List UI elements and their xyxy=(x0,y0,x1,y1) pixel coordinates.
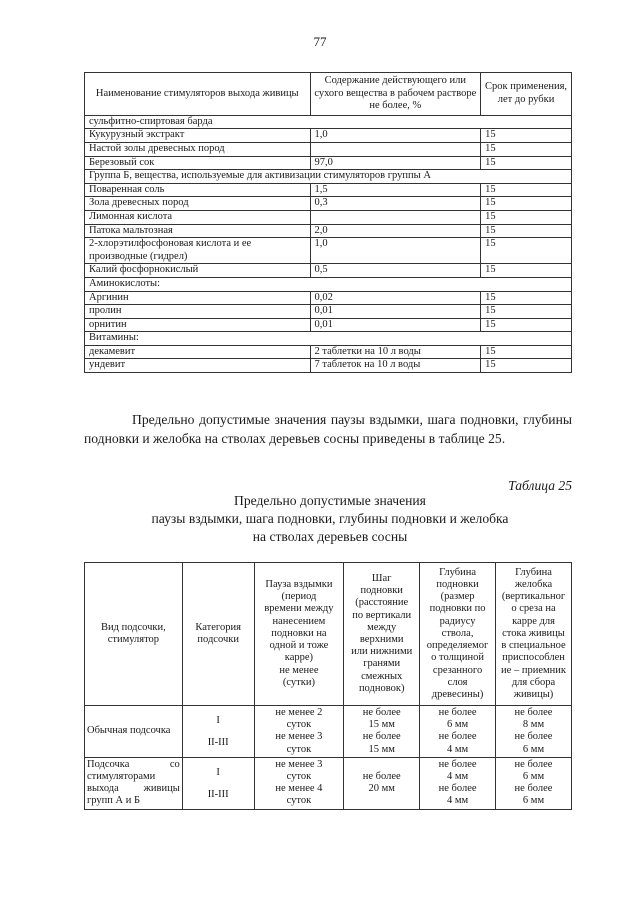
t1-body xyxy=(85,115,572,372)
cell-line: суток xyxy=(286,795,312,807)
t1-row xyxy=(85,318,572,332)
t1-row xyxy=(85,291,572,305)
t2-body xyxy=(85,706,572,810)
header-line: Шаг xyxy=(371,572,392,584)
header-line: или нижними xyxy=(351,646,413,658)
t2-step-cell xyxy=(344,757,420,809)
header-line: стока живицы xyxy=(502,627,565,639)
t1-name-cell: Поваренная соль xyxy=(85,183,311,197)
header-line: по вертикали xyxy=(352,609,412,621)
cell-line: не более xyxy=(438,707,477,718)
page-number: 77 xyxy=(313,34,327,49)
header-line: между xyxy=(367,621,397,633)
header-line: желобка xyxy=(514,579,553,591)
t1-row xyxy=(85,332,572,346)
cell-line: 6 мм xyxy=(522,795,545,807)
cell-line: не менее 4 xyxy=(275,783,323,795)
header-line: (период xyxy=(281,591,317,603)
cell-line: не менее 3 xyxy=(275,731,323,743)
category-value: II-III xyxy=(207,789,229,801)
t2-category-cell xyxy=(182,757,254,809)
t1-row xyxy=(85,277,572,291)
header-line: подновок) xyxy=(358,682,405,694)
cell-line: 6 мм xyxy=(522,743,545,755)
header-line: ствола, xyxy=(441,627,474,639)
t2-header-row xyxy=(85,563,572,706)
t1-term-cell: 15 xyxy=(481,318,572,332)
t1-name-cell: Лимонная кислота xyxy=(85,210,311,224)
cell-line: 15 мм xyxy=(368,719,395,731)
t1-row xyxy=(85,170,572,184)
cell-line: 6 мм xyxy=(446,719,469,731)
t1-row xyxy=(85,238,572,264)
t1-term-cell: 15 xyxy=(481,264,572,278)
t1-row xyxy=(85,345,572,359)
header-line: одной и тоже xyxy=(269,640,329,652)
t1-value-cell: 0,01 xyxy=(310,318,481,332)
cell-line: 15 мм xyxy=(368,743,395,755)
header-line: Пауза вздымки xyxy=(265,579,333,591)
t2-depth-cell xyxy=(420,757,496,809)
t2-type-cell xyxy=(85,757,183,809)
title-line: паузы вздымки, шага подновки, глубины подновки и желобка xyxy=(151,511,509,526)
header-line: в специальное xyxy=(501,640,566,652)
t2-step-cell xyxy=(344,706,420,758)
t1-row xyxy=(85,183,572,197)
t1-row xyxy=(85,197,572,211)
paragraph: Предельно допустимые значения паузы вздымки, шага подновки, глубины подновки и желобка на стволах деревьев сосны приведены в таблице 25. xyxy=(84,412,572,446)
t1-name-cell: Настой золы древесных пород xyxy=(85,142,311,156)
cell-line: не более xyxy=(514,707,553,718)
header-line: верхними xyxy=(359,634,404,645)
t1-row xyxy=(85,359,572,373)
header-line: карре для xyxy=(512,615,555,627)
t1-row xyxy=(85,210,572,224)
header-line: смежных xyxy=(361,670,403,682)
t1-name-cell: Зола древесных пород xyxy=(85,197,311,211)
t1-value-cell: 0,02 xyxy=(310,291,481,305)
t1-row xyxy=(85,264,572,278)
t1-name-cell: Патока мальтозная xyxy=(85,224,311,238)
t1-value-cell: 0,5 xyxy=(310,264,481,278)
t1-row xyxy=(85,142,572,156)
t1-term-cell: 15 xyxy=(481,197,572,211)
cell-line: не более xyxy=(438,731,477,743)
t2-header-groove xyxy=(496,563,572,706)
header-line: не менее xyxy=(279,664,319,676)
category-value: I xyxy=(216,767,220,779)
header-line: (расстояние xyxy=(355,597,409,609)
t1-value-cell: 2,0 xyxy=(310,224,481,238)
t1-header-term: Срок применения, лет до рубки xyxy=(481,73,572,116)
header-line: (сутки) xyxy=(282,676,315,688)
t1-value-cell: 7 таблеток на 10 л воды xyxy=(310,359,481,373)
cell-line: 4 мм xyxy=(446,743,469,755)
t1-row xyxy=(85,305,572,319)
t1-value-cell: 97,0 xyxy=(310,156,481,170)
t2-header-step xyxy=(344,563,420,706)
t1-value-cell xyxy=(310,142,481,156)
header-line: подновки xyxy=(360,585,403,597)
t1-header-content: Содержание действующего или сухого вещества в рабочем растворе не более, % xyxy=(310,73,481,116)
t2-header-pause xyxy=(254,563,344,706)
type-line: групп А и Б xyxy=(87,795,141,807)
header-line: для сбора xyxy=(511,676,556,688)
t1-name-cell: Калий фосфорнокислый xyxy=(85,264,311,278)
cell-line: не более xyxy=(514,783,553,795)
cell-line: не более xyxy=(362,771,401,783)
t1-row xyxy=(85,115,572,129)
cell-line: 8 мм xyxy=(522,719,545,731)
t2-pause-cell xyxy=(254,757,344,809)
type-line: стимуляторами xyxy=(87,771,156,783)
cell-line: суток xyxy=(286,719,312,731)
t1-row xyxy=(85,129,572,143)
t2-pause-cell xyxy=(254,706,344,758)
t2-groove-cell xyxy=(496,757,572,809)
cell-line: не более xyxy=(514,758,553,770)
header-line: времени между xyxy=(264,603,334,615)
t1-name-cell: Аргинин xyxy=(85,291,311,305)
cell-line: не более xyxy=(362,707,401,718)
t2-header-type xyxy=(85,563,183,706)
t2-header-category xyxy=(182,563,254,706)
t1-name-cell: декамевит xyxy=(85,345,311,359)
t1-name-cell: пролин xyxy=(85,305,311,319)
t1-group-label: Витамины: xyxy=(85,332,572,346)
header-line: определяемог xyxy=(426,640,489,652)
header-line: Вид подсочки, xyxy=(101,621,166,633)
t1-name-cell: 2-хлорэтилфосфоновая кислота и ее производные (гидрел) xyxy=(85,238,311,264)
t1-value-cell: 0,3 xyxy=(310,197,481,211)
header-line: древесины) xyxy=(431,688,484,700)
header-line: ие – приемник xyxy=(501,664,566,676)
cell-line: 4 мм xyxy=(446,771,469,783)
header-line: радиусу xyxy=(439,615,476,627)
t2-row xyxy=(85,757,572,809)
title-line: Предельно допустимые значения xyxy=(234,493,426,508)
t2-groove-cell xyxy=(496,706,572,758)
t1-term-cell: 15 xyxy=(481,210,572,224)
t1-header-name: Наименование стимуляторов выхода живицы xyxy=(85,73,311,116)
t1-term-cell: 15 xyxy=(481,291,572,305)
header-line: срезанного xyxy=(432,664,483,676)
t1-term-cell: 15 xyxy=(481,345,572,359)
type-line: Подсочка со xyxy=(87,758,180,770)
cell-line: не более xyxy=(514,731,553,743)
t1-name-cell: ундевит xyxy=(85,359,311,373)
title-line: на стволах деревьев сосны xyxy=(252,529,408,544)
cell-line: 20 мм xyxy=(368,783,395,795)
t1-term-cell: 15 xyxy=(481,224,572,238)
type-line: выхода живицы xyxy=(87,783,180,795)
t1-term-cell: 15 xyxy=(481,156,572,170)
limits-table xyxy=(84,562,572,810)
t1-value-cell: 1,5 xyxy=(310,183,481,197)
category-value: I xyxy=(216,715,220,727)
category-value: II-III xyxy=(207,737,229,749)
t1-group-label: Группа Б, вещества, используемые для активизации стимуляторов группы А xyxy=(85,170,572,184)
t1-value-cell: 2 таблетки на 10 л воды xyxy=(310,345,481,359)
table-title xyxy=(60,492,600,546)
header-line: подсочки xyxy=(197,634,239,645)
t1-group-label: сульфитно-спиртовая барда xyxy=(85,115,572,129)
t2-depth-cell xyxy=(420,706,496,758)
t2-category-cell xyxy=(182,706,254,758)
header-line: Глубина xyxy=(439,566,476,578)
cell-line: суток xyxy=(286,743,312,755)
t1-value-cell: 1,0 xyxy=(310,129,481,143)
header-line: о толщиной xyxy=(431,652,484,664)
t1-row xyxy=(85,156,572,170)
header-line: Категория xyxy=(195,621,241,633)
t2-type-cell xyxy=(85,706,183,758)
t1-group-label: Аминокислоты: xyxy=(85,277,572,291)
t1-value-cell xyxy=(310,210,481,224)
stimulators-table xyxy=(84,72,572,373)
t1-term-cell: 15 xyxy=(481,183,572,197)
t2-row xyxy=(85,706,572,758)
t1-term-cell: 15 xyxy=(481,142,572,156)
header-line: живицы) xyxy=(513,688,554,700)
cell-line: не менее 3 xyxy=(275,758,323,770)
header-line: о среза на xyxy=(511,603,556,615)
cell-line: 4 мм xyxy=(446,795,469,807)
t1-name-cell: Березовый сок xyxy=(85,156,311,170)
type-line: Обычная подсочка xyxy=(87,725,171,737)
header-line: гранями xyxy=(363,658,401,670)
t1-term-cell: 15 xyxy=(481,359,572,373)
header-line: подновки по xyxy=(429,603,486,615)
cell-line: 6 мм xyxy=(522,771,545,783)
table-label: Таблица 25 xyxy=(508,478,572,493)
header-line: стимулятор xyxy=(107,634,160,645)
header-line: (вертикальног xyxy=(501,591,566,603)
t1-value-cell: 1,0 xyxy=(310,238,481,264)
cell-line: не менее 2 xyxy=(275,707,323,718)
header-line: подновки xyxy=(436,579,479,591)
t1-value-cell: 0,01 xyxy=(310,305,481,319)
cell-line: суток xyxy=(286,771,312,783)
cell-line: не более xyxy=(362,731,401,743)
header-line: Глубина xyxy=(515,566,552,578)
t1-term-cell: 15 xyxy=(481,305,572,319)
t2-header-depth xyxy=(420,563,496,706)
header-line: карре) xyxy=(284,652,314,664)
cell-line: не более xyxy=(438,783,477,795)
header-line: приспособлен xyxy=(502,652,565,664)
t1-row xyxy=(85,224,572,238)
header-line: слоя xyxy=(447,676,468,688)
header-line: (размер xyxy=(440,591,475,603)
t1-term-cell: 15 xyxy=(481,129,572,143)
t1-term-cell: 15 xyxy=(481,238,572,264)
t1-name-cell: Кукурузный экстракт xyxy=(85,129,311,143)
t1-name-cell: орнитин xyxy=(85,318,311,332)
cell-line: не более xyxy=(438,758,477,770)
header-line: нанесением xyxy=(272,615,326,627)
header-line: подновки на xyxy=(271,627,327,639)
